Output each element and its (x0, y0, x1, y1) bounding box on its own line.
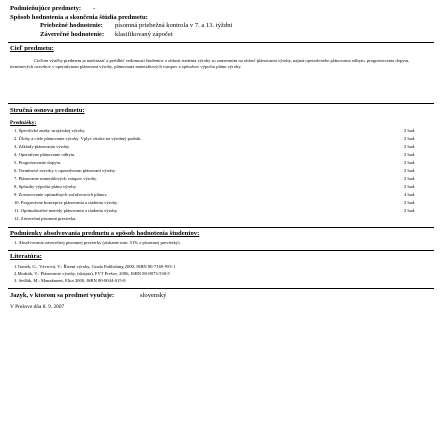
goal-heading: Cieľ predmetu: (10, 45, 54, 52)
prerequisites-value: - (93, 5, 96, 12)
divider (8, 288, 434, 289)
outline-item: 5. Prognózovanie dopytu. (14, 160, 62, 165)
outline-item: 2. Úlohy a ciele plánovania výroby. Vplyv okolia na výrobný podnik. (14, 136, 142, 141)
literature-item: 1.Tomek, G., Vávrová, V.: Řízení výroby, Grada Publishing 2000, ISBN 80-7169-955-1 (14, 264, 176, 269)
outline-item: 1. Špecifické znaky strojárskej výroby. (14, 128, 86, 133)
outline-item: 9. Zostavovanie optimálnych zaťažovacích plánov. (14, 192, 108, 197)
continuous-assessment-label: Priebežné hodnotenie: (40, 22, 103, 29)
outline-item-hours: 2 hod. (404, 200, 416, 205)
outline-item-hours: 2 hod. (404, 136, 416, 141)
outline-item: 4. Operatívne plánovanie odbytu. (14, 152, 76, 157)
final-assessment-label: Záverečné hodnotenie: (40, 31, 105, 38)
outline-item-hours: 2 hod. (404, 168, 416, 173)
divider (8, 227, 434, 228)
divider (8, 42, 434, 43)
outline-item-hours: 2 hod. (404, 208, 416, 213)
outline-item: 3. Základy plánovania výroby. (14, 144, 70, 149)
conditions-heading: Podmienky absolvovania predmetu a spôsob hodnotenia študentov: (10, 230, 200, 237)
lectures-label: Prednášky: (10, 120, 37, 126)
outline-item-hours: 2 hod. (404, 184, 416, 189)
language-label: Jazyk, v ktorom sa predmet vyučuje: (10, 292, 115, 299)
final-assessment-value: klasifikovaný zápočet (115, 31, 173, 38)
outline-item: 6. Termínové rozvrhy v operatívnom plánovaní výroby. (14, 168, 116, 173)
outline-item: 7. Plánovanie materiálových vstupov výroby. (14, 176, 98, 181)
outline-item-hours: 2 hod. (404, 144, 416, 149)
conditions-item: 1. Absolvovanie záverečnej písomnej previerky (získanie min. 51% z písomnej previerky). (14, 240, 181, 245)
goal-text: Cieľom výučby predmetu je nadviazať a prehĺbiť vedomosti študentov z oblasti riadenia výroby so zameraním na oblasť plánovania výroby, najmä operatívneho plánovania odbytu, prognózovania dopytu, termínových rozvrhov v operatívnom plánovaní výroby, plánovania materiálových vstupov a spôsobov výpočtu plánu výroby. (10, 58, 410, 69)
outline-item-hours: 2 hod. (404, 176, 416, 181)
outline-item: 12. Záverečná písomná previerka. (14, 216, 77, 221)
outline-item-hours: 2 hod. (404, 160, 416, 165)
literature-heading: Literatúra: (10, 253, 42, 260)
outline-item-hours: 4 hod. (404, 192, 416, 197)
continuous-assessment-value: písomná priebežná kontrola v 7. a 13. týždni (115, 22, 233, 29)
divider (8, 103, 434, 104)
outline-item: 11. Optimalizačné metódy plánovania a riadenia výroby. (14, 208, 118, 213)
outline-item-hours: 2 hod. (404, 128, 416, 133)
place-date: V Prešove dňa 8. 9. 2007 (10, 304, 65, 310)
outline-heading: Stručná osnova predmetu: (10, 107, 85, 114)
assessment-method-label: Spôsob hodnotenia a skončenia štúdia predmetu: (10, 14, 148, 21)
outline-item: 10. Progresívne koncepcie plánovania a riadenia výroby. (14, 200, 119, 205)
language-value: slovenský (140, 292, 167, 299)
divider (8, 250, 434, 251)
outline-item: 8. Spôsoby výpočtu plánu výroby. (14, 184, 77, 189)
outline-item-hours: 2 hod. (404, 152, 416, 157)
prerequisites-label: Podmieňujúce predmety: (10, 5, 82, 12)
literature-item: 3. Sedlák, M.: Manažment, Elita 2000, ISBN 80-8044-015-8 (14, 278, 126, 283)
literature-item: 2.Modrák, V.: Plánovanie výroby, (skripta), FVT Prešov, 2006, ISBN 80-8073-530-5 (14, 271, 170, 276)
